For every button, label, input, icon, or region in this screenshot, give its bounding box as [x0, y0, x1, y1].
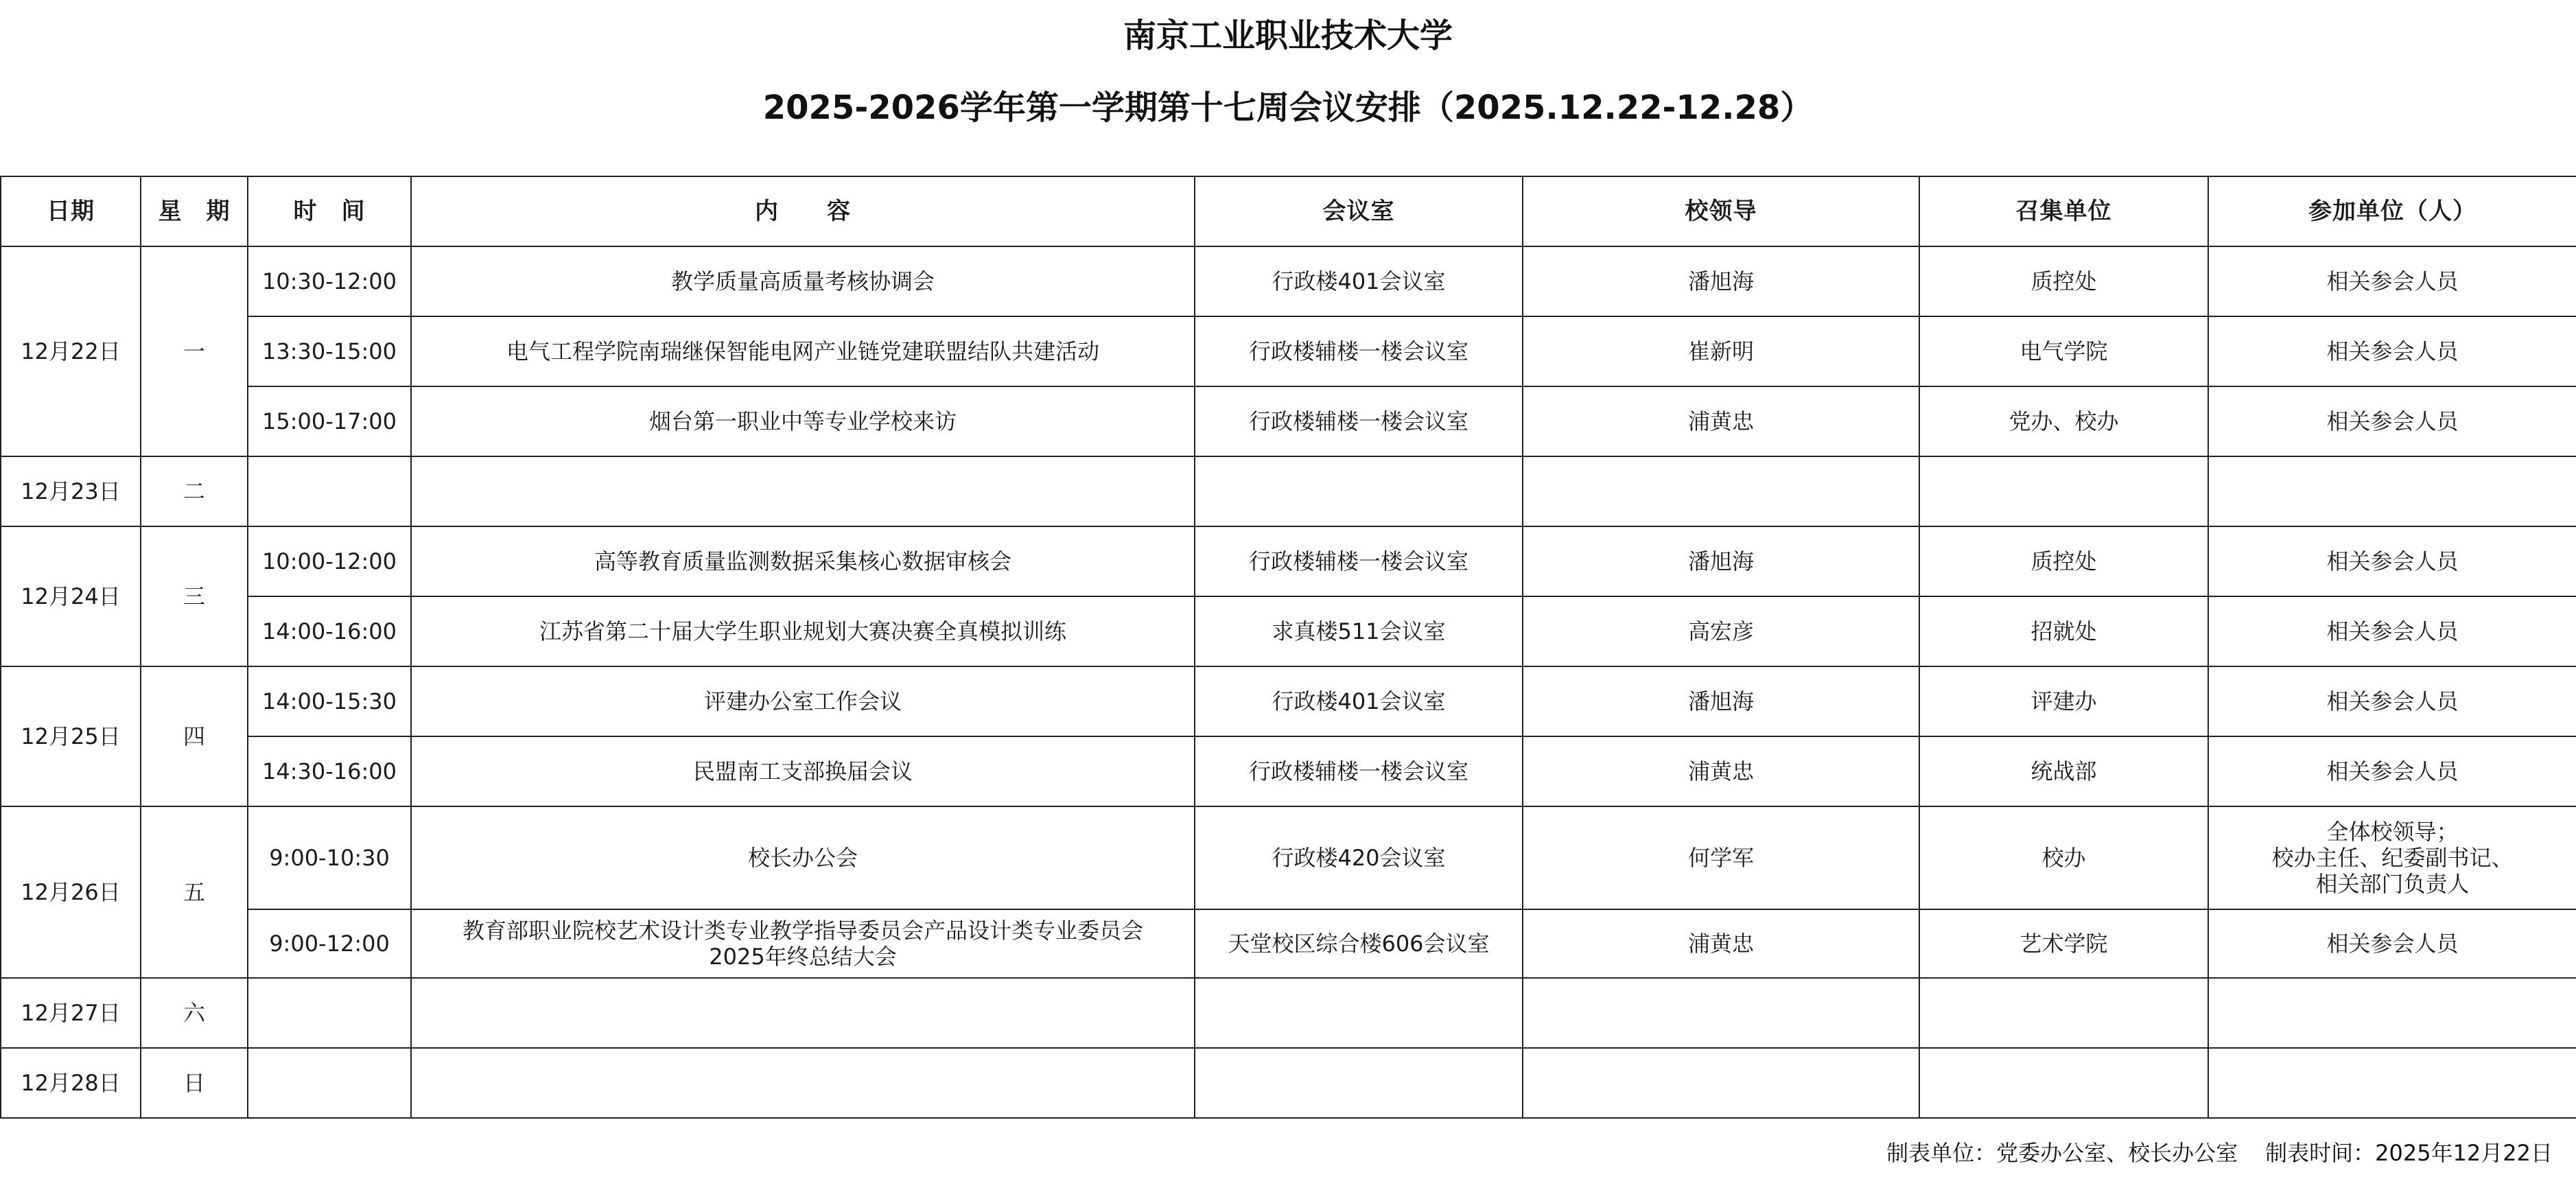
convener-cell: 招就处	[1919, 596, 2208, 666]
participants-cell	[2208, 806, 2576, 909]
time-cell: 14:30-16:00	[248, 736, 411, 806]
participants-cell	[2208, 1048, 2576, 1118]
table-header-row	[1, 176, 2576, 246]
table-row	[1, 736, 2576, 806]
content-cell: 江苏省第二十届大学生职业规划大赛决赛全真模拟训练	[411, 596, 1195, 666]
convener-cell: 校办	[1919, 806, 2208, 909]
convener-cell: 艺术学院	[1919, 909, 2208, 978]
room-cell	[1195, 978, 1523, 1048]
convener-cell	[1919, 978, 2208, 1048]
table-row	[1, 909, 2576, 978]
content-cell	[411, 456, 1195, 526]
content-cell: 烟台第一职业中等专业学校来访	[411, 386, 1195, 456]
header-convener: 召集单位	[1919, 176, 2208, 246]
content-cell: 校长办公会	[411, 806, 1195, 909]
convener-cell	[1919, 456, 2208, 526]
date-cell: 12月23日	[1, 456, 141, 526]
leader-cell: 何学军	[1523, 806, 1919, 909]
schedule-title: 2025-2026学年第一学期第十七周会议安排（2025.12.22-12.28）	[762, 89, 1814, 127]
date-cell: 12月25日	[1, 666, 141, 806]
leader-cell: 浦黄忠	[1523, 736, 1919, 806]
leader-cell: 潘旭海	[1523, 246, 1919, 316]
date-cell: 12月24日	[1, 526, 141, 666]
table-row	[1, 246, 2576, 316]
school-title: 南京工业职业技术大学	[1123, 16, 1453, 55]
content-cell: 评建办公室工作会议	[411, 666, 1195, 736]
table-row	[1, 1048, 2576, 1118]
header-participants: 参加单位（人）	[2208, 176, 2576, 246]
leader-cell: 浦黄忠	[1523, 909, 1919, 978]
room-cell	[1195, 1048, 1523, 1118]
weekday-cell: 五	[141, 806, 248, 978]
header-leader: 校领导	[1523, 176, 1919, 246]
content-line: 教育部职业院校艺术设计类专业教学指导委员会产品设计类专业委员会	[462, 918, 1143, 944]
content-cell	[411, 909, 1195, 978]
date-cell: 12月28日	[1, 1048, 141, 1118]
leader-cell	[1523, 1048, 1919, 1118]
leader-cell: 崔新明	[1523, 316, 1919, 386]
weekday-cell: 四	[141, 666, 248, 806]
table-row	[1, 526, 2576, 596]
convener-cell	[1919, 1048, 2208, 1118]
participants-cell: 相关参会人员	[2208, 736, 2576, 806]
convener-cell: 统战部	[1919, 736, 2208, 806]
participants-cell: 相关参会人员	[2208, 386, 2576, 456]
time-cell: 10:30-12:00	[248, 246, 411, 316]
made-time: 制表时间：2025年12月22日	[2265, 1140, 2553, 1166]
time-cell: 10:00-12:00	[248, 526, 411, 596]
participants-cell: 相关参会人员	[2208, 596, 2576, 666]
header-time: 时 间	[248, 176, 411, 246]
participants-line: 相关部门负责人	[2315, 871, 2470, 897]
room-cell: 行政楼401会议室	[1195, 246, 1523, 316]
participants-line: 全体校领导；	[2326, 819, 2459, 845]
convener-cell: 质控处	[1919, 246, 2208, 316]
date-cell: 12月26日	[1, 806, 141, 978]
content-cell	[411, 1048, 1195, 1118]
convener-cell: 党办、校办	[1919, 386, 2208, 456]
time-cell: 9:00-12:00	[248, 909, 411, 978]
time-cell: 9:00-10:30	[248, 806, 411, 909]
leader-cell: 潘旭海	[1523, 526, 1919, 596]
table-row	[1, 806, 2576, 909]
weekday-cell: 一	[141, 246, 248, 456]
convener-cell: 质控处	[1919, 526, 2208, 596]
participants-cell	[2208, 978, 2576, 1048]
room-cell: 行政楼401会议室	[1195, 666, 1523, 736]
participants-cell: 相关参会人员	[2208, 666, 2576, 736]
room-cell: 求真楼511会议室	[1195, 596, 1523, 666]
content-cell	[411, 978, 1195, 1048]
content-cell: 高等教育质量监测数据采集核心数据审核会	[411, 526, 1195, 596]
participants-cell: 相关参会人员	[2208, 316, 2576, 386]
leader-cell: 潘旭海	[1523, 666, 1919, 736]
header-date: 日期	[1, 176, 141, 246]
weekday-cell: 三	[141, 526, 248, 666]
table-row	[1, 456, 2576, 526]
content-cell: 电气工程学院南瑞继保智能电网产业链党建联盟结队共建活动	[411, 316, 1195, 386]
table-row	[1, 316, 2576, 386]
participants-line: 校办主任、纪委副书记、	[2271, 845, 2514, 871]
content-cell: 民盟南工支部换届会议	[411, 736, 1195, 806]
header-weekday: 星 期	[141, 176, 248, 246]
time-cell: 13:30-15:00	[248, 316, 411, 386]
leader-cell	[1523, 456, 1919, 526]
header-room: 会议室	[1195, 176, 1523, 246]
time-cell	[248, 978, 411, 1048]
time-cell	[248, 456, 411, 526]
leader-cell: 高宏彦	[1523, 596, 1919, 666]
room-cell: 行政楼辅楼一楼会议室	[1195, 736, 1523, 806]
content-cell: 教学质量高质量考核协调会	[411, 246, 1195, 316]
room-cell: 行政楼辅楼一楼会议室	[1195, 386, 1523, 456]
participants-cell: 相关参会人员	[2208, 526, 2576, 596]
content-line: 2025年终总结大会	[709, 944, 897, 970]
participants-cell: 相关参会人员	[2208, 246, 2576, 316]
room-cell: 天堂校区综合楼606会议室	[1195, 909, 1523, 978]
room-cell: 行政楼420会议室	[1195, 806, 1523, 909]
time-cell	[248, 1048, 411, 1118]
participants-cell: 相关参会人员	[2208, 909, 2576, 978]
convener-cell: 评建办	[1919, 666, 2208, 736]
weekday-cell: 日	[141, 1048, 248, 1118]
table-row	[1, 386, 2576, 456]
table-footer	[1886, 1139, 2553, 1167]
weekday-cell: 六	[141, 978, 248, 1048]
time-cell: 15:00-17:00	[248, 386, 411, 456]
weekday-cell: 二	[141, 456, 248, 526]
table-row	[1, 596, 2576, 666]
room-cell: 行政楼辅楼一楼会议室	[1195, 526, 1523, 596]
leader-cell	[1523, 978, 1919, 1048]
room-cell	[1195, 456, 1523, 526]
table-row	[1, 666, 2576, 736]
meeting-schedule-table	[0, 176, 2576, 1119]
table-row	[1, 978, 2576, 1048]
convener-cell: 电气学院	[1919, 316, 2208, 386]
leader-cell: 浦黄忠	[1523, 386, 1919, 456]
date-cell: 12月27日	[1, 978, 141, 1048]
participants-cell	[2208, 456, 2576, 526]
maker-unit: 制表单位：党委办公室、校长办公室	[1886, 1140, 2238, 1166]
room-cell: 行政楼辅楼一楼会议室	[1195, 316, 1523, 386]
header-content: 内 容	[411, 176, 1195, 246]
date-cell: 12月22日	[1, 246, 141, 456]
time-cell: 14:00-16:00	[248, 596, 411, 666]
time-cell: 14:00-15:30	[248, 666, 411, 736]
